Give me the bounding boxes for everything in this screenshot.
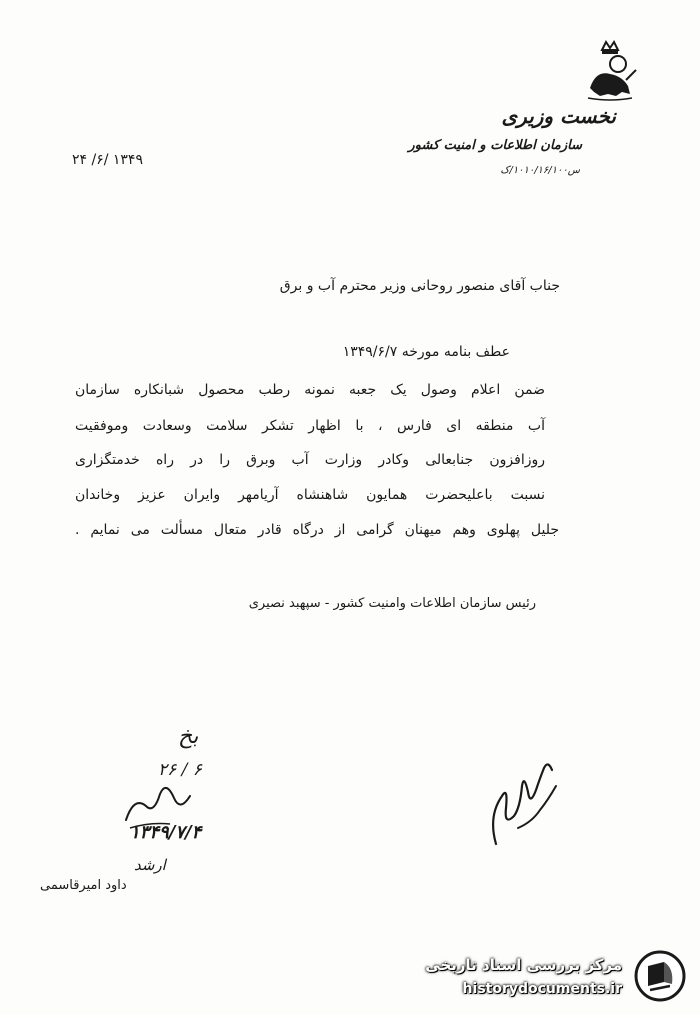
lion-and-sun-emblem-icon <box>582 40 638 102</box>
body-line: جلیل پهلوی وهم میهنان گرامی از درگاه قادر متعال مسألت می نمایم . <box>75 522 559 538</box>
watermark <box>404 944 690 1006</box>
header-reference: س۱۰۱۰/۱۶/۱۰۰/ک <box>500 165 580 176</box>
watermark-title: مرکز بررسی اسناد تاریخی <box>425 956 622 974</box>
handwritten-note: ارشد <box>134 856 166 874</box>
body-line: آب منطقه ای فارس ، با اظهار تشکر سلامت وسعادت وموفقیت <box>75 418 545 434</box>
handwritten-note: ۱۳۴۹/۷/۴ <box>130 822 202 843</box>
body-line: ضمن اعلام وصول یک جعبه نمونه رطب محصول شبانکاره سازمان <box>75 382 545 398</box>
recipient-line: جناب آقای منصور روحانی وزیر محترم آب و برق <box>279 278 560 294</box>
handwritten-scribble-icon <box>120 776 200 836</box>
header-title: نخست وزیری <box>501 104 616 128</box>
body-line: نسبت باعلیحضرت همایون شاهنشاه آریامهر وایران عزیز وخاندان <box>75 487 545 503</box>
body-line: روزافزون جنابعالی وکادر وزارت آب وبرق را در راه خدمتگزاری <box>75 452 545 468</box>
handwritten-note: بخ <box>178 724 199 749</box>
document-archive-logo-icon <box>634 950 686 1002</box>
bottom-name: داود امیرقاسمی <box>40 878 127 893</box>
header-organization: سازمان اطلاعات و امنیت کشور <box>408 138 582 153</box>
watermark-url: historydocuments.ir <box>462 981 622 997</box>
handwritten-signature-icon <box>478 756 568 852</box>
date-stamp: ۲۴ /۶/ ۱۳۴۹ <box>72 152 143 168</box>
handwritten-note: ۲۶ / ۶ <box>158 760 202 780</box>
subject-line: عطف بنامه مورخه ۱۳۴۹/۶/۷ <box>342 344 510 360</box>
signature-line: رئیس سازمان اطلاعات وامنیت کشور - سپهبد نصیری <box>248 596 536 611</box>
